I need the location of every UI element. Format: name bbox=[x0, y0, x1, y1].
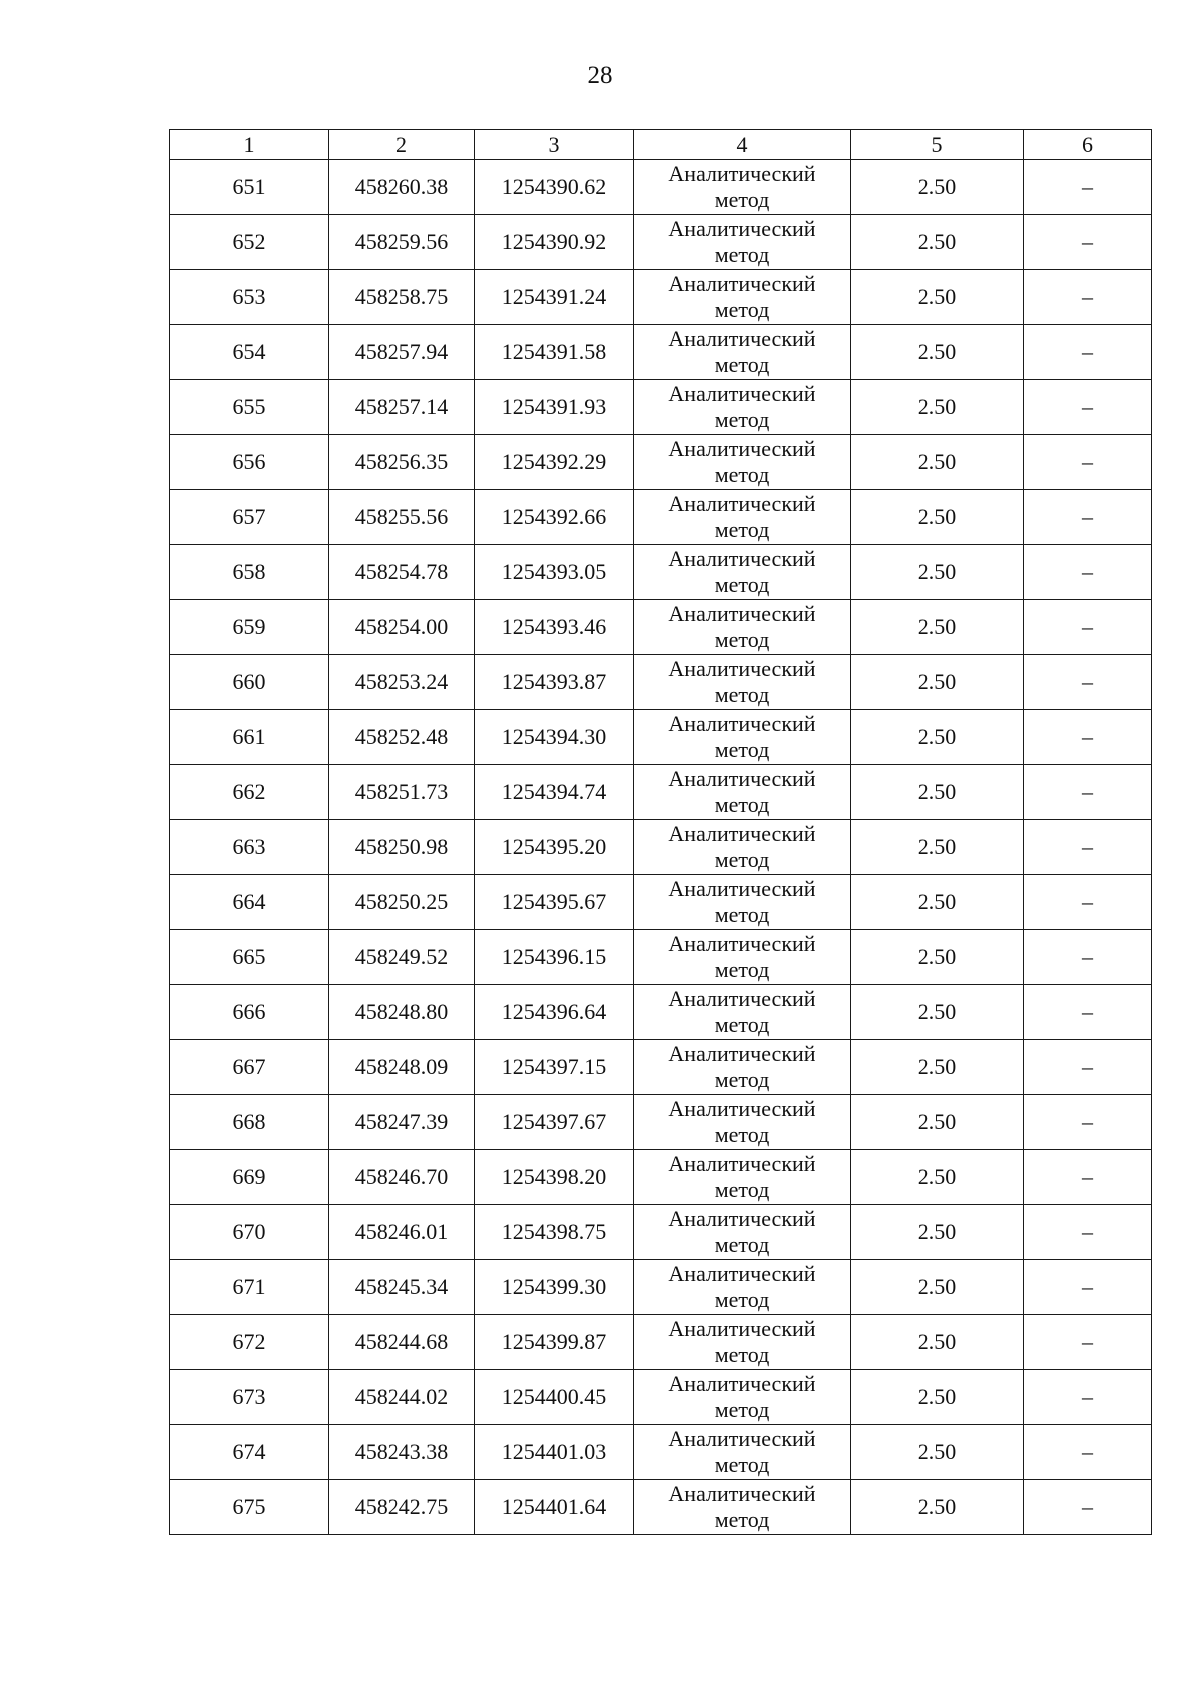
method-cell bbox=[634, 765, 851, 820]
y-coordinate-cell: 1254393.05 bbox=[475, 545, 634, 600]
table-row bbox=[170, 930, 1152, 985]
point-number-cell: 671 bbox=[170, 1260, 329, 1315]
method-text-line: Аналитический bbox=[668, 271, 816, 296]
table-row bbox=[170, 490, 1152, 545]
note-cell: – bbox=[1024, 545, 1152, 600]
point-number-cell: 657 bbox=[170, 490, 329, 545]
method-cell bbox=[634, 270, 851, 325]
header-row bbox=[170, 130, 1152, 160]
accuracy-cell: 2.50 bbox=[851, 1040, 1024, 1095]
method-text-line: Аналитический bbox=[668, 1371, 816, 1396]
method-text-line: Аналитический bbox=[668, 1041, 816, 1066]
point-number-cell: 661 bbox=[170, 710, 329, 765]
y-coordinate-cell: 1254392.66 bbox=[475, 490, 634, 545]
method-text-line: метод bbox=[714, 792, 770, 817]
accuracy-cell: 2.50 bbox=[851, 160, 1024, 215]
method-text-line: Аналитический bbox=[668, 1261, 816, 1286]
x-coordinate-cell: 458254.00 bbox=[329, 600, 475, 655]
method-text-line: Аналитический bbox=[668, 1096, 816, 1121]
note-cell: – bbox=[1024, 765, 1152, 820]
method-text-line: Аналитический bbox=[668, 601, 816, 626]
accuracy-cell: 2.50 bbox=[851, 325, 1024, 380]
x-coordinate-cell: 458255.56 bbox=[329, 490, 475, 545]
y-coordinate-cell: 1254396.15 bbox=[475, 930, 634, 985]
method-cell bbox=[634, 710, 851, 765]
point-number-cell: 670 bbox=[170, 1205, 329, 1260]
method-cell bbox=[634, 655, 851, 710]
method-text-line: Аналитический bbox=[668, 821, 816, 846]
column-header-3: 3 bbox=[475, 130, 634, 160]
method-text-line: Аналитический bbox=[668, 656, 816, 681]
note-cell: – bbox=[1024, 1095, 1152, 1150]
table-row bbox=[170, 1480, 1152, 1535]
accuracy-cell: 2.50 bbox=[851, 710, 1024, 765]
table-row bbox=[170, 270, 1152, 325]
method-text-line: Аналитический bbox=[668, 1316, 816, 1341]
method-cell bbox=[634, 1425, 851, 1480]
x-coordinate-cell: 458244.02 bbox=[329, 1370, 475, 1425]
note-cell: – bbox=[1024, 1315, 1152, 1370]
method-cell bbox=[634, 490, 851, 545]
y-coordinate-cell: 1254397.15 bbox=[475, 1040, 634, 1095]
method-text-line: метод bbox=[714, 297, 770, 322]
x-coordinate-cell: 458246.01 bbox=[329, 1205, 475, 1260]
method-text-line: метод bbox=[714, 1122, 770, 1147]
point-number-cell: 668 bbox=[170, 1095, 329, 1150]
accuracy-cell: 2.50 bbox=[851, 985, 1024, 1040]
x-coordinate-cell: 458249.52 bbox=[329, 930, 475, 985]
method-text-line: метод bbox=[714, 1342, 770, 1367]
note-cell: – bbox=[1024, 1205, 1152, 1260]
y-coordinate-cell: 1254390.92 bbox=[475, 215, 634, 270]
method-text-line: метод bbox=[714, 352, 770, 377]
table-row bbox=[170, 1040, 1152, 1095]
note-cell: – bbox=[1024, 435, 1152, 490]
point-number-cell: 663 bbox=[170, 820, 329, 875]
method-cell bbox=[634, 1095, 851, 1150]
column-header-5: 5 bbox=[851, 130, 1024, 160]
table-row bbox=[170, 1425, 1152, 1480]
point-number-cell: 662 bbox=[170, 765, 329, 820]
method-text-line: метод bbox=[714, 1287, 770, 1312]
y-coordinate-cell: 1254400.45 bbox=[475, 1370, 634, 1425]
method-text-line: метод bbox=[714, 517, 770, 542]
table-header bbox=[170, 130, 1152, 160]
point-number-cell: 675 bbox=[170, 1480, 329, 1535]
x-coordinate-cell: 458257.94 bbox=[329, 325, 475, 380]
y-coordinate-cell: 1254394.74 bbox=[475, 765, 634, 820]
note-cell: – bbox=[1024, 710, 1152, 765]
method-text-line: Аналитический bbox=[668, 1481, 816, 1506]
y-coordinate-cell: 1254399.30 bbox=[475, 1260, 634, 1315]
x-coordinate-cell: 458250.98 bbox=[329, 820, 475, 875]
method-cell bbox=[634, 930, 851, 985]
accuracy-cell: 2.50 bbox=[851, 215, 1024, 270]
point-number-cell: 655 bbox=[170, 380, 329, 435]
accuracy-cell: 2.50 bbox=[851, 1150, 1024, 1205]
method-text-line: метод bbox=[714, 462, 770, 487]
accuracy-cell: 2.50 bbox=[851, 930, 1024, 985]
table-row bbox=[170, 380, 1152, 435]
point-number-cell: 667 bbox=[170, 1040, 329, 1095]
method-text-line: метод bbox=[714, 957, 770, 982]
accuracy-cell: 2.50 bbox=[851, 545, 1024, 600]
method-text-line: Аналитический bbox=[668, 216, 816, 241]
y-coordinate-cell: 1254401.03 bbox=[475, 1425, 634, 1480]
column-header-6: 6 bbox=[1024, 130, 1152, 160]
method-text-line: Аналитический bbox=[668, 161, 816, 186]
note-cell: – bbox=[1024, 1040, 1152, 1095]
point-number-cell: 664 bbox=[170, 875, 329, 930]
y-coordinate-cell: 1254401.64 bbox=[475, 1480, 634, 1535]
table-row bbox=[170, 1205, 1152, 1260]
note-cell: – bbox=[1024, 985, 1152, 1040]
x-coordinate-cell: 458253.24 bbox=[329, 655, 475, 710]
table-row bbox=[170, 1370, 1152, 1425]
accuracy-cell: 2.50 bbox=[851, 1315, 1024, 1370]
table-row bbox=[170, 1095, 1152, 1150]
x-coordinate-cell: 458247.39 bbox=[329, 1095, 475, 1150]
note-cell: – bbox=[1024, 1150, 1152, 1205]
method-cell bbox=[634, 1480, 851, 1535]
note-cell: – bbox=[1024, 160, 1152, 215]
method-cell bbox=[634, 875, 851, 930]
table-row bbox=[170, 215, 1152, 270]
y-coordinate-cell: 1254395.20 bbox=[475, 820, 634, 875]
method-text-line: метод bbox=[714, 187, 770, 212]
accuracy-cell: 2.50 bbox=[851, 1260, 1024, 1315]
method-text-line: метод bbox=[714, 242, 770, 267]
x-coordinate-cell: 458244.68 bbox=[329, 1315, 475, 1370]
note-cell: – bbox=[1024, 270, 1152, 325]
method-text-line: метод bbox=[714, 627, 770, 652]
method-text-line: метод bbox=[714, 1452, 770, 1477]
point-number-cell: 669 bbox=[170, 1150, 329, 1205]
method-text-line: Аналитический bbox=[668, 1426, 816, 1451]
y-coordinate-cell: 1254397.67 bbox=[475, 1095, 634, 1150]
method-text-line: метод bbox=[714, 1397, 770, 1422]
table-row bbox=[170, 600, 1152, 655]
accuracy-cell: 2.50 bbox=[851, 655, 1024, 710]
x-coordinate-cell: 458248.09 bbox=[329, 1040, 475, 1095]
accuracy-cell: 2.50 bbox=[851, 490, 1024, 545]
accuracy-cell: 2.50 bbox=[851, 435, 1024, 490]
accuracy-cell: 2.50 bbox=[851, 1425, 1024, 1480]
x-coordinate-cell: 458245.34 bbox=[329, 1260, 475, 1315]
x-coordinate-cell: 458242.75 bbox=[329, 1480, 475, 1535]
x-coordinate-cell: 458258.75 bbox=[329, 270, 475, 325]
note-cell: – bbox=[1024, 1370, 1152, 1425]
method-text-line: Аналитический bbox=[668, 986, 816, 1011]
column-header-2: 2 bbox=[329, 130, 475, 160]
column-header-1: 1 bbox=[170, 130, 329, 160]
y-coordinate-cell: 1254390.62 bbox=[475, 160, 634, 215]
method-cell bbox=[634, 545, 851, 600]
x-coordinate-cell: 458252.48 bbox=[329, 710, 475, 765]
x-coordinate-cell: 458250.25 bbox=[329, 875, 475, 930]
method-cell bbox=[634, 380, 851, 435]
point-number-cell: 666 bbox=[170, 985, 329, 1040]
y-coordinate-cell: 1254393.87 bbox=[475, 655, 634, 710]
method-text-line: Аналитический bbox=[668, 546, 816, 571]
method-cell bbox=[634, 600, 851, 655]
method-cell bbox=[634, 325, 851, 380]
method-text-line: Аналитический bbox=[668, 766, 816, 791]
point-number-cell: 654 bbox=[170, 325, 329, 380]
table-row bbox=[170, 655, 1152, 710]
point-number-cell: 674 bbox=[170, 1425, 329, 1480]
y-coordinate-cell: 1254398.75 bbox=[475, 1205, 634, 1260]
method-cell bbox=[634, 160, 851, 215]
accuracy-cell: 2.50 bbox=[851, 1370, 1024, 1425]
point-number-cell: 660 bbox=[170, 655, 329, 710]
method-cell bbox=[634, 1205, 851, 1260]
method-text-line: Аналитический bbox=[668, 436, 816, 461]
method-text-line: Аналитический bbox=[668, 1206, 816, 1231]
accuracy-cell: 2.50 bbox=[851, 1480, 1024, 1535]
accuracy-cell: 2.50 bbox=[851, 380, 1024, 435]
point-number-cell: 659 bbox=[170, 600, 329, 655]
table-body bbox=[170, 160, 1152, 1535]
note-cell: – bbox=[1024, 1425, 1152, 1480]
coordinates-table bbox=[169, 129, 1152, 1535]
method-cell bbox=[634, 985, 851, 1040]
note-cell: – bbox=[1024, 930, 1152, 985]
method-text-line: Аналитический bbox=[668, 381, 816, 406]
method-text-line: Аналитический bbox=[668, 491, 816, 516]
method-cell bbox=[634, 215, 851, 270]
method-cell bbox=[634, 820, 851, 875]
accuracy-cell: 2.50 bbox=[851, 820, 1024, 875]
accuracy-cell: 2.50 bbox=[851, 765, 1024, 820]
method-text-line: Аналитический bbox=[668, 931, 816, 956]
note-cell: – bbox=[1024, 820, 1152, 875]
x-coordinate-cell: 458256.35 bbox=[329, 435, 475, 490]
table-row bbox=[170, 1315, 1152, 1370]
accuracy-cell: 2.50 bbox=[851, 875, 1024, 930]
table-row bbox=[170, 765, 1152, 820]
y-coordinate-cell: 1254399.87 bbox=[475, 1315, 634, 1370]
point-number-cell: 665 bbox=[170, 930, 329, 985]
accuracy-cell: 2.50 bbox=[851, 1095, 1024, 1150]
x-coordinate-cell: 458259.56 bbox=[329, 215, 475, 270]
column-header-4: 4 bbox=[634, 130, 851, 160]
page-number: 28 bbox=[587, 62, 613, 89]
method-text-line: метод bbox=[714, 1067, 770, 1092]
y-coordinate-cell: 1254392.29 bbox=[475, 435, 634, 490]
accuracy-cell: 2.50 bbox=[851, 270, 1024, 325]
y-coordinate-cell: 1254395.67 bbox=[475, 875, 634, 930]
y-coordinate-cell: 1254393.46 bbox=[475, 600, 634, 655]
method-cell bbox=[634, 1150, 851, 1205]
table-row bbox=[170, 160, 1152, 215]
method-text-line: метод bbox=[714, 572, 770, 597]
table-row bbox=[170, 710, 1152, 765]
note-cell: – bbox=[1024, 1480, 1152, 1535]
method-cell bbox=[634, 1040, 851, 1095]
table-row bbox=[170, 1150, 1152, 1205]
note-cell: – bbox=[1024, 875, 1152, 930]
method-text-line: метод bbox=[714, 407, 770, 432]
y-coordinate-cell: 1254396.64 bbox=[475, 985, 634, 1040]
method-text-line: метод bbox=[714, 1232, 770, 1257]
method-cell bbox=[634, 1315, 851, 1370]
method-text-line: метод bbox=[714, 1012, 770, 1037]
method-text-line: метод bbox=[714, 1507, 770, 1532]
method-text-line: метод bbox=[714, 847, 770, 872]
point-number-cell: 672 bbox=[170, 1315, 329, 1370]
note-cell: – bbox=[1024, 600, 1152, 655]
table-row bbox=[170, 435, 1152, 490]
x-coordinate-cell: 458257.14 bbox=[329, 380, 475, 435]
y-coordinate-cell: 1254391.93 bbox=[475, 380, 634, 435]
table-row bbox=[170, 325, 1152, 380]
note-cell: – bbox=[1024, 1260, 1152, 1315]
point-number-cell: 656 bbox=[170, 435, 329, 490]
method-cell bbox=[634, 435, 851, 490]
note-cell: – bbox=[1024, 325, 1152, 380]
point-number-cell: 673 bbox=[170, 1370, 329, 1425]
x-coordinate-cell: 458251.73 bbox=[329, 765, 475, 820]
point-number-cell: 652 bbox=[170, 215, 329, 270]
method-text-line: метод bbox=[714, 682, 770, 707]
method-cell bbox=[634, 1370, 851, 1425]
point-number-cell: 658 bbox=[170, 545, 329, 600]
y-coordinate-cell: 1254391.58 bbox=[475, 325, 634, 380]
y-coordinate-cell: 1254394.30 bbox=[475, 710, 634, 765]
method-text-line: метод bbox=[714, 1177, 770, 1202]
method-text-line: Аналитический bbox=[668, 711, 816, 736]
note-cell: – bbox=[1024, 490, 1152, 545]
accuracy-cell: 2.50 bbox=[851, 1205, 1024, 1260]
method-text-line: Аналитический bbox=[668, 876, 816, 901]
table-row bbox=[170, 820, 1152, 875]
table-row bbox=[170, 545, 1152, 600]
method-text-line: Аналитический bbox=[668, 1151, 816, 1176]
x-coordinate-cell: 458246.70 bbox=[329, 1150, 475, 1205]
table-row bbox=[170, 1260, 1152, 1315]
table-row bbox=[170, 875, 1152, 930]
accuracy-cell: 2.50 bbox=[851, 600, 1024, 655]
method-text-line: метод bbox=[714, 737, 770, 762]
table-row bbox=[170, 985, 1152, 1040]
method-text-line: метод bbox=[714, 902, 770, 927]
y-coordinate-cell: 1254391.24 bbox=[475, 270, 634, 325]
x-coordinate-cell: 458260.38 bbox=[329, 160, 475, 215]
note-cell: – bbox=[1024, 215, 1152, 270]
x-coordinate-cell: 458243.38 bbox=[329, 1425, 475, 1480]
point-number-cell: 651 bbox=[170, 160, 329, 215]
note-cell: – bbox=[1024, 380, 1152, 435]
x-coordinate-cell: 458248.80 bbox=[329, 985, 475, 1040]
x-coordinate-cell: 458254.78 bbox=[329, 545, 475, 600]
method-text-line: Аналитический bbox=[668, 326, 816, 351]
point-number-cell: 653 bbox=[170, 270, 329, 325]
note-cell: – bbox=[1024, 655, 1152, 710]
y-coordinate-cell: 1254398.20 bbox=[475, 1150, 634, 1205]
method-cell bbox=[634, 1260, 851, 1315]
